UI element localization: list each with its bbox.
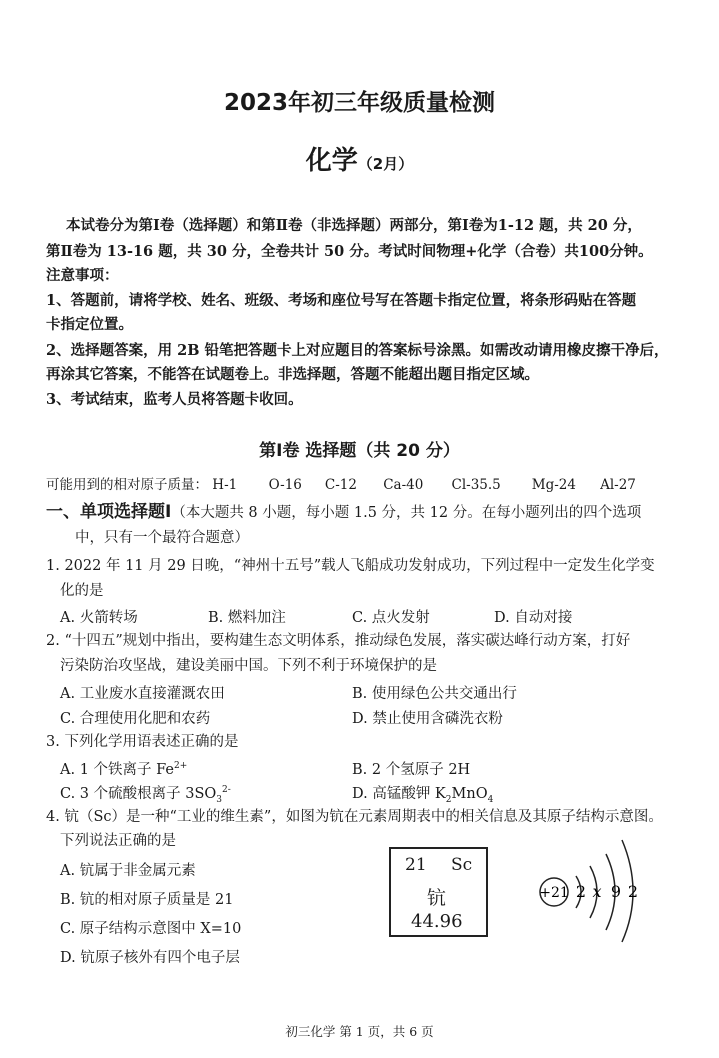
q3-stem: 3. 下列化学用语表述正确的是 — [46, 734, 239, 750]
notice-2a: 2、选择题答案，用 2B 铅笔把答题卡上对应题目的答案标号涂黑。如需改动请用橡皮擦干净后， — [46, 342, 669, 359]
q3-option-c-sub: 3 — [216, 794, 223, 805]
q3-option-d-text: D. 高锰酸钾 K — [352, 786, 446, 802]
atom-structure-diagram — [530, 826, 650, 946]
q2-option-a: A. 工业废水直接灌溉农田 — [60, 686, 225, 702]
q1-stem-2: 化的是 — [60, 583, 104, 599]
element-symbol: Sc — [451, 855, 473, 875]
mass-h: H-1 — [212, 477, 238, 493]
element-mass: 44.96 — [411, 911, 463, 932]
mass-c: C-12 — [324, 477, 357, 493]
q4-option-a: A. 钪属于非金属元素 — [60, 863, 196, 879]
element-number: 21 — [405, 855, 427, 875]
q3-option-d — [352, 782, 493, 805]
intro-line-2: 第Ⅱ卷为 13-16 题，共 30 分，全卷共计 50 分。考试时间物理+化学（合卷）共100分钟。 — [46, 243, 653, 260]
part-desc-2: 中，只有一个最符合题意） — [75, 530, 249, 546]
section-title: 第Ⅰ卷 选择题（共 20 分） — [259, 441, 460, 461]
part-heading — [46, 503, 641, 522]
q4-stem-2: 下列说法正确的是 — [60, 833, 176, 849]
q3-option-d-sub1: 2 — [445, 794, 452, 805]
q3-option-c-charge: 2- — [222, 785, 231, 796]
q4-stem-1: 4. 钪（Sc）是一种“工业的维生素”，如图为钪在元素周期表中的相关信息及其原子结构示意图。 — [46, 809, 663, 825]
q1-option-d: D. 自动对接 — [494, 610, 573, 626]
q2-option-b: B. 使用绿色公共交通出行 — [352, 686, 517, 702]
mass-cl: Cl-35.5 — [451, 477, 501, 493]
q3-option-d-sub2: 4 — [487, 794, 494, 805]
shell-2-count: x — [592, 882, 602, 901]
q2-option-c: C. 合理使用化肥和农药 — [60, 711, 211, 727]
subject-name: 化学 — [305, 146, 358, 176]
page-footer: 初三化学 第 1 页，共 6 页 — [285, 1024, 434, 1039]
q2-stem-2: 污染防治攻坚战，建设美丽中国。下列不利于环境保护的是 — [60, 658, 437, 674]
q4-option-b: B. 钪的相对原子质量是 21 — [60, 892, 234, 908]
q3-option-a — [60, 758, 187, 779]
q4-option-d: D. 钪原子核外有四个电子层 — [60, 950, 240, 966]
atomic-masses — [46, 476, 636, 494]
part-title: 一、单项选择题Ⅰ — [46, 502, 172, 522]
mass-mg: Mg-24 — [531, 477, 576, 493]
shell-3-count: 9 — [610, 882, 622, 901]
q3-option-c-text: C. 3 个硫酸根离子 3SO — [60, 786, 217, 802]
q3-option-a-text: A. 1 个铁离子 Fe — [60, 762, 174, 778]
nucleus-label: +21 — [539, 885, 569, 901]
q1-stem-1: 1. 2022 年 11 月 29 日晚，“神州十五号”载人飞船成功发射成功，下列过程中一定发生化学变 — [46, 558, 655, 574]
shell-4-count: 2 — [627, 882, 639, 901]
q1-option-a: A. 火箭转场 — [60, 610, 138, 626]
q1-option-c: C. 点火发射 — [352, 610, 430, 626]
q2-option-d: D. 禁止使用含磷洗衣粉 — [352, 711, 503, 727]
q2-stem-1: 2. “十四五”规划中指出，要构建生态文明体系，推动绿色发展，落实碳达峰行动方案，打好 — [46, 633, 631, 649]
mass-al: Al-27 — [600, 477, 636, 493]
element-card — [389, 847, 488, 937]
mass-ca: Ca-40 — [383, 477, 424, 493]
notice-3: 3、考试结束，监考人员将答题卡收回。 — [46, 391, 303, 408]
notice-1a: 1、答题前，请将学校、姓名、班级、考场和座位号写在答题卡指定位置，将条形码贴在答题 — [46, 292, 637, 309]
exam-title: 2023年初三年级质量检测 — [223, 90, 495, 116]
q3-option-b: B. 2 个氢原子 2H — [352, 762, 471, 778]
mass-o: O-16 — [268, 477, 302, 493]
q3-option-d-mid: MnO — [451, 786, 488, 802]
q3-option-a-charge: 2+ — [173, 761, 188, 772]
q4-option-c: C. 原子结构示意图中 X=10 — [60, 921, 242, 937]
atomic-masses-label: 可能用到的相对原子质量： — [46, 477, 208, 493]
q1-option-b: B. 燃料加注 — [208, 610, 286, 626]
element-name: 钪 — [427, 887, 447, 909]
notice-1b: 卡指定位置。 — [46, 316, 133, 333]
subject-title — [0, 140, 719, 177]
q3-option-c — [60, 782, 231, 805]
shell-1-count: 2 — [575, 882, 587, 901]
intro-line-1: 本试卷分为第Ⅰ卷（选择题）和第Ⅱ卷（非选择题）两部分，第Ⅰ卷为1-12 题，共 20 分， — [66, 217, 642, 234]
notice-2b: 再涂其它答案，不能答在试题卷上。非选择题，答题不能超出题目指定区域。 — [46, 366, 539, 383]
subject-month: （2月） — [357, 155, 414, 173]
notice-title: 注意事项： — [46, 267, 119, 284]
part-desc-1: （本大题共 8 小题，每小题 1.5 分，共 12 分。在每小题列出的四个选项 — [171, 505, 642, 521]
